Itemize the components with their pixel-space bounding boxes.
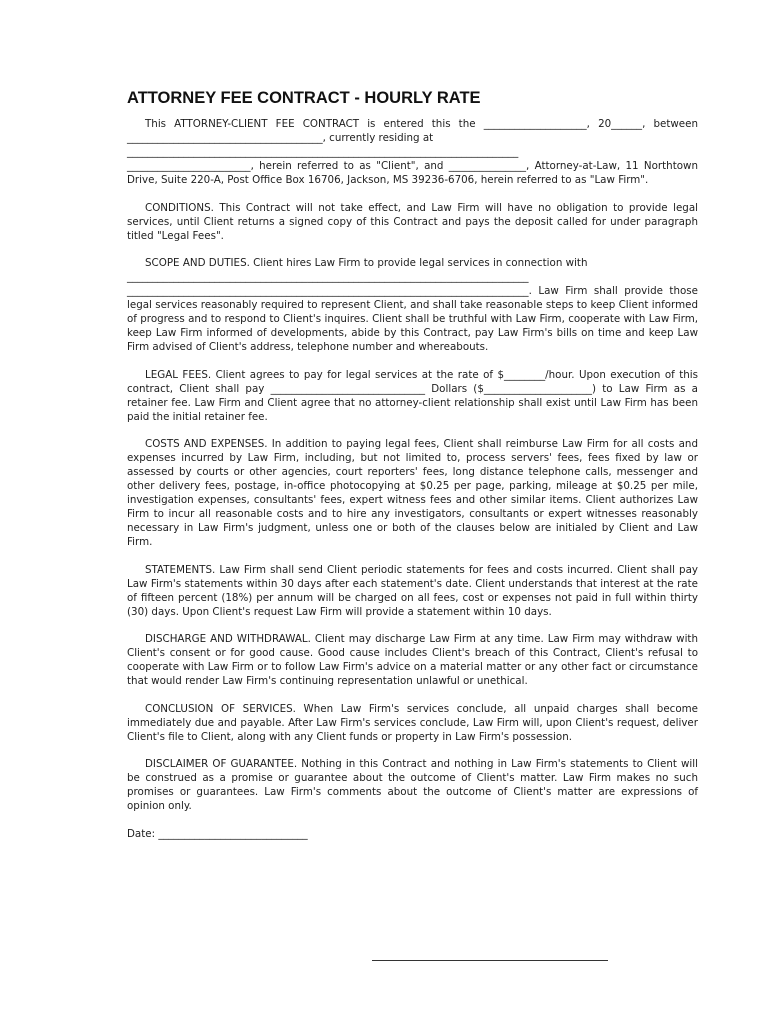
- intro-blank-line: ____________________________________________________________________________: [127, 146, 519, 158]
- discharge-paragraph: DISCHARGE AND WITHDRAWAL. Client may discharge Law Firm at any time. Law Firm may withdraw with Client's consent or for good cause. Good cause includes Client's breach of this Contract, Client's refusal to cooperate with Law Firm or to follow Law Firm's advice on a material matter or any other fact or circumstance that would render Law Firm's continuing representation unlawful or unethical.: [127, 633, 698, 687]
- contract-document: [127, 88, 698, 854]
- costs-paragraph: COSTS AND EXPENSES. In addition to paying legal fees, Client shall reimburse Law Firm for all costs and expenses incurred by Law Firm, including, but not limited to, process servers' fees, fees fixed by law or assessed by courts or other agencies, court reporters' fees, long distance telephone calls, messenger and other delivery fees, postage, in-office photocopying at $0.25 per page, parking, mileage at $0.25 per mile, investigation expenses, consultants' fees, expert witness fees and other similar items. Client authorizes Law Firm to incur all reasonable costs and to hire any investigators, consultants or expert witnesses reasonably necessary in Law Firm's judgment, unless one or both of the clauses below are initialed by Client and Law Firm.: [127, 438, 698, 548]
- statements-paragraph: STATEMENTS. Law Firm shall send Client periodic statements for fees and costs incurred. Client shall pay Law Firm's statements within 30 days after each statement's date. Client understands that interest at the rate of fifteen percent (18%) per annum will be charged on all fees, cost or expenses not paid in full within thirty (30) days. Upon Client's request Law Firm will provide a statement within 10 days.: [127, 563, 698, 618]
- intro-line-3: ________________________, herein referred to as "Client", and _______________, Attorney-at-Law, 11 Northtown Drive, Suite 220-A, Post Office Box 16706, Jackson, MS 39236-6706, herein referred to as "Law Firm".: [127, 160, 698, 186]
- legal-fees-paragraph: LEGAL FEES. Client agrees to pay for legal services at the rate of $________/hour. Upon execution of this contract, Client shall pay ______________________________ Dollars ($_____________________) to Law Firm as a retainer fee. Law Firm and Client agree that no attorney-client relationship shall exist until Law Firm has been paid the initial retainer fee.: [127, 368, 698, 423]
- conclusion-paragraph: CONCLUSION OF SERVICES. When Law Firm's services conclude, all unpaid charges shall become immediately due and payable. After Law Firm's services conclude, Law Firm will, upon Client's request, deliver Client's file to Client, along with any Client funds or property in Law Firm's possession.: [127, 702, 698, 743]
- intro-paragraph: [127, 117, 698, 145]
- scope-line-1: SCOPE AND DUTIES. Client hires Law Firm to provide legal services in connection with: [145, 257, 588, 269]
- signature-line[interactable]: [372, 948, 608, 961]
- scope-blank-line: ______________________________________________________________________________: [127, 271, 529, 283]
- conditions-paragraph: CONDITIONS. This Contract will not take effect, and Law Firm will have no obligation to provide legal services, until Client returns a signed copy of this Contract and pays the deposit called for under paragraph titled "Legal Fees".: [127, 201, 698, 242]
- document-title: ATTORNEY FEE CONTRACT - HOURLY RATE: [127, 89, 481, 107]
- disclaimer-paragraph: DISCLAIMER OF GUARANTEE. Nothing in this Contract and nothing in Law Firm's statements to Client will be construed as a promise or guarantee about the outcome of Client's matter. Law Firm makes no such promises or guarantees. Law Firm's comments about the outcome of Client's matter are expressions of opinion only.: [127, 758, 698, 812]
- scope-paragraph: ______________________________________________________________________________. Law Firm shall provide those legal services reasonably required to represent Client, and shall take reasonable steps to keep Client informed of progress and to respond to Client's inquires. Client shall be truthful with Law Firm, cooperate with Law Firm, keep Law Firm informed of developments, abide by this Contract, pay Law Firm's bills on time and keep Law Firm advised of Client's address, telephone number and whereabouts.: [127, 285, 698, 353]
- date-field[interactable]: Date: _____________________________: [127, 827, 308, 840]
- intro-line-1: This ATTORNEY-CLIENT FEE CONTRACT is entered this the ____________________, 20______, between ______________________________________, currently residing at: [127, 118, 698, 144]
